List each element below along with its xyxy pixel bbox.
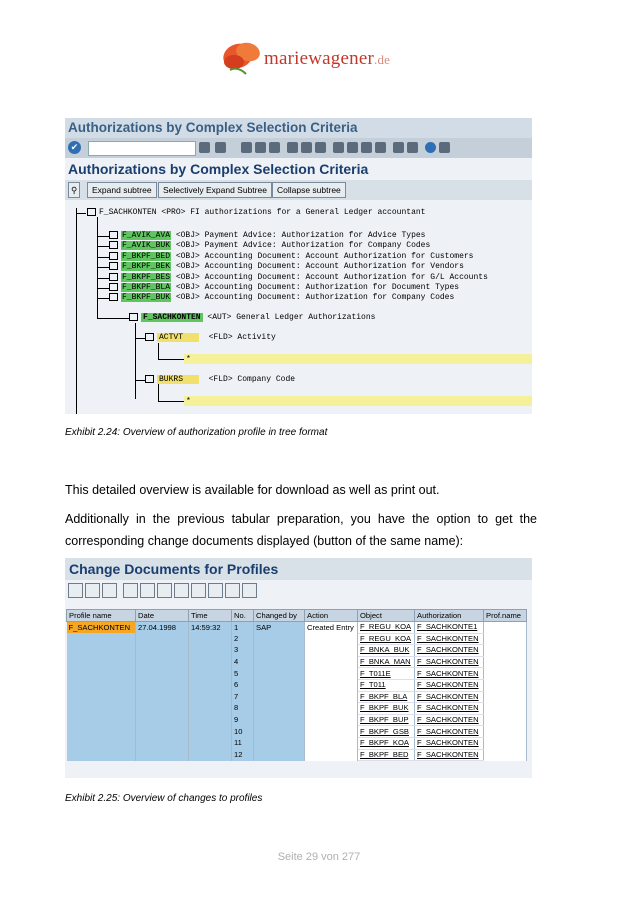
cell-changed-by <box>254 645 305 657</box>
export-icon[interactable] <box>174 583 189 598</box>
cell-no: 2 <box>232 633 254 645</box>
table-row[interactable] <box>67 726 527 738</box>
table-row[interactable] <box>67 737 527 749</box>
folder-icon <box>109 293 118 301</box>
col-date[interactable]: Date <box>136 610 189 622</box>
tree-object-node[interactable]: F_BKPF_BES <OBJ> Accounting Document: Account Authorization for G/L Accounts <box>109 273 488 283</box>
cell-prof-name <box>484 714 527 726</box>
folder-icon <box>109 231 118 239</box>
cell-time <box>189 714 232 726</box>
exit-icon[interactable] <box>255 142 266 153</box>
find-icon[interactable] <box>301 142 312 153</box>
cell-date <box>136 668 189 680</box>
change-documents-screenshot <box>65 558 532 778</box>
print-icon[interactable] <box>85 583 100 598</box>
col-time[interactable]: Time <box>189 610 232 622</box>
logo-wordmark: mariewagener.de <box>264 48 391 69</box>
cell-action <box>305 749 358 761</box>
cell-action <box>305 703 358 715</box>
change-documents-table <box>66 609 527 761</box>
print-icon[interactable] <box>287 142 298 153</box>
table-row[interactable] <box>67 645 527 657</box>
col-authorization[interactable]: Authorization <box>415 610 484 622</box>
folder-icon <box>87 208 96 216</box>
graphic-icon[interactable] <box>208 583 223 598</box>
cell-no: 8 <box>232 703 254 715</box>
screen-heading: Authorizations by Complex Selection Criteria <box>65 158 532 180</box>
cell-profile-name: F_SACHKONTEN <box>67 622 136 634</box>
cell-date <box>136 645 189 657</box>
cell-time <box>189 679 232 691</box>
cell-changed-by <box>254 714 305 726</box>
cell-time <box>189 691 232 703</box>
cell-time <box>189 668 232 680</box>
tree-field-node[interactable]: BUKRS <FLD> Company Code <box>145 375 295 385</box>
cell-profile-name <box>67 703 136 715</box>
sort-icon[interactable] <box>102 583 117 598</box>
tree-object-node[interactable]: F_AVIK_AVA <OBJ> Payment Advice: Authorization for Advice Types <box>109 231 425 241</box>
cell-time <box>189 633 232 645</box>
cell-date <box>136 633 189 645</box>
selectively-expand-button[interactable]: Selectively Expand Subtree <box>158 182 272 198</box>
cell-time <box>189 726 232 738</box>
layout-icon[interactable] <box>439 142 450 153</box>
cell-date <box>136 726 189 738</box>
new-session-icon[interactable] <box>393 142 404 153</box>
tree-button-bar <box>65 180 532 200</box>
cell-profile-name <box>67 737 136 749</box>
find-next-icon[interactable] <box>315 142 326 153</box>
cell-no: 12 <box>232 749 254 761</box>
folder-icon <box>145 375 154 383</box>
cell-action <box>305 633 358 645</box>
cell-date <box>136 714 189 726</box>
cell-date <box>136 737 189 749</box>
authorization-tree-screenshot <box>65 118 532 414</box>
cell-prof-name <box>484 679 527 691</box>
command-field[interactable] <box>88 141 196 156</box>
cell-object[interactable]: F_REGU_KOA <box>358 622 415 634</box>
last-page-icon[interactable] <box>375 142 386 153</box>
cell-authorization[interactable]: F_SACHKONTEN <box>415 656 484 668</box>
col-no[interactable]: No. <box>232 610 254 622</box>
col-prof-name[interactable]: Prof.name <box>484 610 527 622</box>
tree-object-node[interactable]: F_AVIK_BUK <OBJ> Payment Advice: Authorization for Company Codes <box>109 241 430 251</box>
tree-object-node[interactable]: F_BKPF_BLA <OBJ> Accounting Document: Authorization for Document Types <box>109 283 459 293</box>
cell-object[interactable]: F_BKPF_BLA <box>358 691 415 703</box>
cell-action <box>305 691 358 703</box>
cell-authorization[interactable]: F_SACHKONTEN <box>415 633 484 645</box>
table-header <box>67 610 527 622</box>
cell-profile-name <box>67 645 136 657</box>
field-value: * <box>186 355 191 364</box>
cell-action <box>305 645 358 657</box>
cell-authorization[interactable]: F_SACHKONTEN <box>415 749 484 761</box>
paragraph-line: Additionally in the previous tabular preparation, you have the option to get the <box>65 512 537 526</box>
cell-object[interactable]: F_BKPF_BUK <box>358 703 415 715</box>
cell-time: 14:59:32 <box>189 622 232 634</box>
cancel-icon[interactable] <box>269 142 280 153</box>
cell-changed-by <box>254 633 305 645</box>
cell-object[interactable]: F_REGU_KOA <box>358 633 415 645</box>
tree-object-node[interactable]: F_BKPF_BUK <OBJ> Accounting Document: Authorization for Company Codes <box>109 293 454 303</box>
cell-authorization[interactable]: F_SACHKONTEN <box>415 691 484 703</box>
cell-changed-by <box>254 656 305 668</box>
folder-icon <box>145 333 154 341</box>
field-value-row <box>184 354 532 364</box>
cell-no: 10 <box>232 726 254 738</box>
cell-changed-by <box>254 691 305 703</box>
details-icon[interactable] <box>68 583 83 598</box>
mail-icon[interactable] <box>191 583 206 598</box>
table-row[interactable] <box>67 633 527 645</box>
help-icon[interactable] <box>425 142 436 153</box>
col-object[interactable]: Object <box>358 610 415 622</box>
cell-changed-by <box>254 726 305 738</box>
cell-prof-name <box>484 668 527 680</box>
cell-date <box>136 749 189 761</box>
tree-root[interactable]: F_SACHKONTEN <PRO> FI authorizations for a General Ledger accountant <box>87 208 425 218</box>
cell-action <box>305 726 358 738</box>
cell-profile-name <box>67 668 136 680</box>
shortcut-icon[interactable] <box>407 142 418 153</box>
folder-icon <box>109 262 118 270</box>
table-row[interactable] <box>67 691 527 703</box>
folder-icon <box>109 273 118 281</box>
brand-logo <box>218 36 391 78</box>
cell-action <box>305 737 358 749</box>
cell-time <box>189 645 232 657</box>
flower-logo-icon <box>218 36 270 76</box>
cell-date <box>136 703 189 715</box>
cell-no: 3 <box>232 645 254 657</box>
cell-prof-name <box>484 633 527 645</box>
cell-no: 7 <box>232 691 254 703</box>
sum-icon[interactable] <box>140 583 155 598</box>
cell-action <box>305 668 358 680</box>
screen-heading: Change Documents for Profiles <box>65 558 532 580</box>
table-row[interactable] <box>67 679 527 691</box>
sap-toolbar <box>65 138 532 158</box>
tree-field-node[interactable]: ACTVT <FLD> Activity <box>145 333 276 343</box>
cell-authorization[interactable]: F_SACHKONTEN <box>415 668 484 680</box>
window-title: Authorizations by Complex Selection Criteria <box>65 118 532 138</box>
cell-date <box>136 679 189 691</box>
cell-object[interactable]: F_BKPF_BUP <box>358 714 415 726</box>
cell-action: Created Entry <box>305 622 358 634</box>
cell-authorization[interactable]: F_SACHKONTEN <box>415 679 484 691</box>
cell-prof-name <box>484 645 527 657</box>
search-icon[interactable]: ⚲ <box>68 182 80 198</box>
expand-subtree-button[interactable]: Expand subtree <box>87 182 157 198</box>
checkmark-icon[interactable]: ✔ <box>68 141 81 154</box>
field-value-row <box>184 396 532 406</box>
cell-changed-by <box>254 703 305 715</box>
cell-time <box>189 737 232 749</box>
cell-object[interactable]: F_BKPF_GSB <box>358 726 415 738</box>
col-action[interactable]: Action <box>305 610 358 622</box>
collapse-subtree-button[interactable]: Collapse subtree <box>272 182 346 198</box>
cell-object[interactable]: F_BNKA_BUK <box>358 645 415 657</box>
cell-profile-name <box>67 656 136 668</box>
cell-authorization[interactable]: F_SACHKONTE1 <box>415 622 484 634</box>
cell-time <box>189 703 232 715</box>
cell-changed-by <box>254 679 305 691</box>
table-row[interactable] <box>67 622 527 634</box>
exhibit-caption: Exhibit 2.25: Overview of changes to profiles <box>65 793 263 804</box>
cell-authorization[interactable]: F_SACHKONTEN <box>415 737 484 749</box>
cell-prof-name <box>484 737 527 749</box>
cell-action <box>305 679 358 691</box>
cell-time <box>189 656 232 668</box>
cell-changed-by <box>254 737 305 749</box>
cell-action <box>305 714 358 726</box>
back-icon[interactable] <box>199 142 210 153</box>
cell-profile-name <box>67 691 136 703</box>
authorization-tree <box>65 200 532 414</box>
cell-profile-name <box>67 726 136 738</box>
cell-prof-name <box>484 622 527 634</box>
cell-action <box>305 656 358 668</box>
first-page-icon[interactable] <box>333 142 344 153</box>
cell-date <box>136 691 189 703</box>
cell-prof-name <box>484 691 527 703</box>
tree-aut-node[interactable]: F_SACHKONTEN <AUT> General Ledger Authorizations <box>129 313 375 323</box>
tree-object-node[interactable]: F_BKPF_BED <OBJ> Accounting Document: Account Authorization for Customers <box>109 252 473 262</box>
cell-no: 1 <box>232 622 254 634</box>
cell-no: 6 <box>232 679 254 691</box>
page-footer: Seite 29 von 277 <box>277 851 361 863</box>
cell-prof-name <box>484 656 527 668</box>
cell-object[interactable]: F_BKPF_BED <box>358 749 415 761</box>
cell-prof-name <box>484 703 527 715</box>
filter-icon[interactable] <box>123 583 138 598</box>
col-profile-name[interactable]: Profile name <box>67 610 136 622</box>
folder-icon <box>129 313 138 321</box>
cell-no: 11 <box>232 737 254 749</box>
table-row[interactable] <box>67 703 527 715</box>
cell-object[interactable]: F_T011E <box>358 668 415 680</box>
cell-changed-by <box>254 749 305 761</box>
layout-icon[interactable] <box>225 583 240 598</box>
tree-object-node[interactable]: F_BKPF_BEK <OBJ> Accounting Document: Account Authorization for Vendors <box>109 262 464 272</box>
cell-prof-name <box>484 726 527 738</box>
cell-profile-name <box>67 749 136 761</box>
table-row[interactable] <box>67 714 527 726</box>
next-page-icon[interactable] <box>361 142 372 153</box>
cell-object[interactable]: F_BNKA_MAN <box>358 656 415 668</box>
col-changed-by[interactable]: Changed by <box>254 610 305 622</box>
cell-no: 4 <box>232 656 254 668</box>
cell-profile-name <box>67 633 136 645</box>
cell-object[interactable]: F_T011 <box>358 679 415 691</box>
cell-no: 5 <box>232 668 254 680</box>
exhibit-caption: Exhibit 2.24: Overview of authorization profile in tree format <box>65 427 328 438</box>
back-arrow-icon[interactable] <box>241 142 252 153</box>
table-row[interactable] <box>67 668 527 680</box>
cell-object[interactable]: F_BKPF_KOA <box>358 737 415 749</box>
prev-page-icon[interactable] <box>347 142 358 153</box>
table-row[interactable] <box>67 749 527 761</box>
table-row[interactable] <box>67 656 527 668</box>
cell-time <box>189 749 232 761</box>
paragraph-line: corresponding change documents displayed (button of the same name): <box>65 534 464 548</box>
cell-profile-name <box>67 714 136 726</box>
cell-authorization[interactable]: F_SACHKONTEN <box>415 703 484 715</box>
folder-icon <box>109 241 118 249</box>
field-value: * <box>186 397 191 406</box>
cell-authorization[interactable]: F_SACHKONTEN <box>415 714 484 726</box>
choose-layout-icon[interactable] <box>242 583 257 598</box>
paragraph: This detailed overview is available for download as well as print out. <box>65 483 440 497</box>
cell-changed-by: SAP <box>254 622 305 634</box>
cell-date <box>136 656 189 668</box>
save-icon[interactable] <box>215 142 226 153</box>
cell-changed-by <box>254 668 305 680</box>
cell-prof-name <box>484 749 527 761</box>
folder-icon <box>109 283 118 291</box>
alv-toolbar <box>65 580 532 600</box>
subtotal-icon[interactable] <box>157 583 172 598</box>
cell-authorization[interactable]: F_SACHKONTEN <box>415 645 484 657</box>
cell-authorization[interactable]: F_SACHKONTEN <box>415 726 484 738</box>
cell-no: 9 <box>232 714 254 726</box>
cell-profile-name <box>67 679 136 691</box>
folder-icon <box>109 252 118 260</box>
cell-date: 27.04.1998 <box>136 622 189 634</box>
